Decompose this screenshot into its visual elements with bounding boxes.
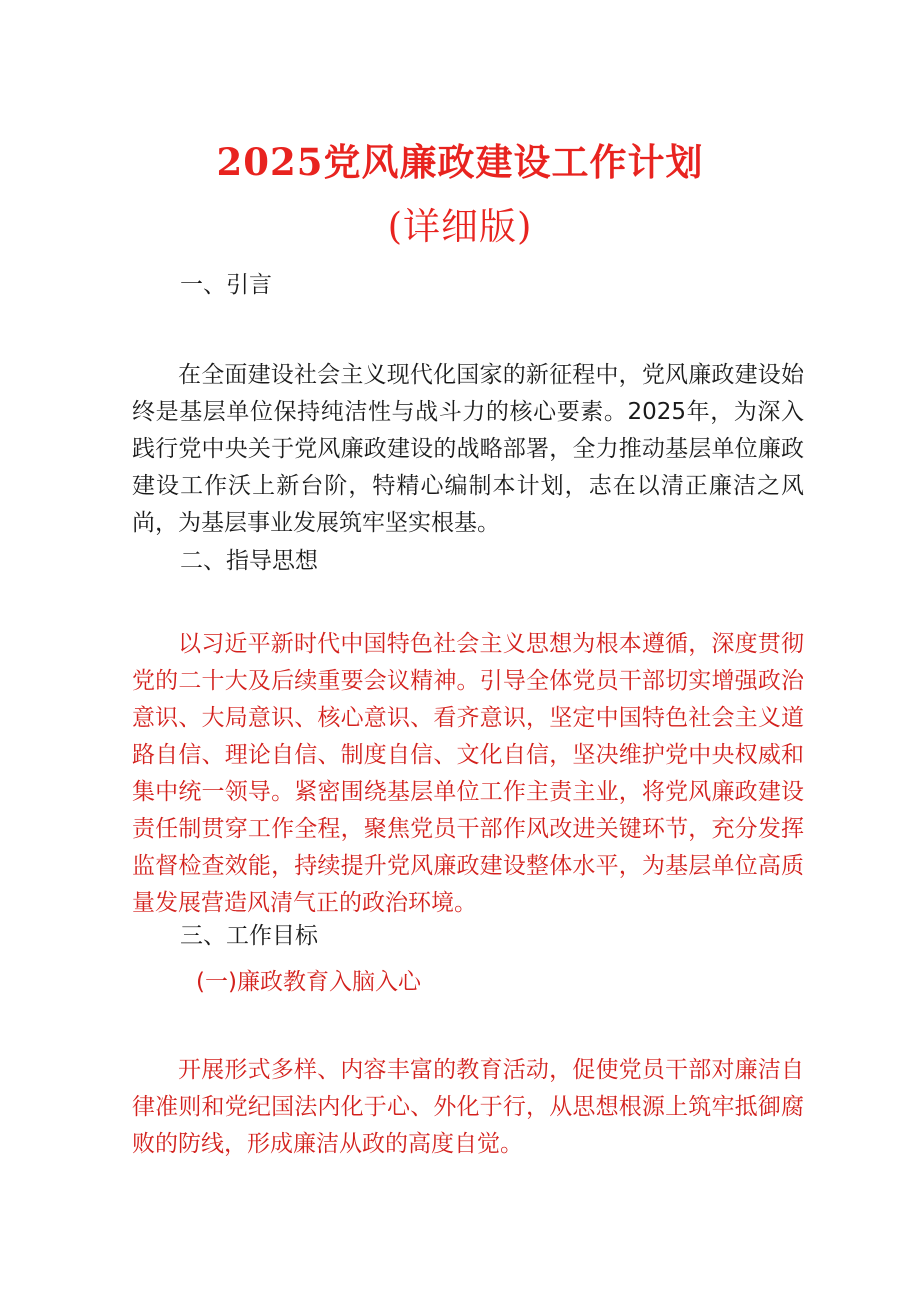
subsection-heading-education: (一)廉政教育入脑入心 [196,969,421,995]
document-subtitle: (详细版) [387,205,533,248]
section-paragraph-introduction: 在全面建设社会主义现代化国家的新征程中，党风廉政建设始终是基层单位保持纯洁性与战斗力的核心要素。2025年，为深入践行党中央关于党风廉政建设的战略部署，全力推动基层单位廉政建设工作沃上新台阶，特精心编制本计划，志在以清正廉洁之风尚，为基层事业发展筑牢坚实根基。 [132,362,804,536]
section-heading-work-goals: 三、工作目标 [180,923,318,949]
document-title: 2025党风廉政建设工作计划 [216,140,704,184]
section-heading-guiding-ideology: 二、指导思想 [180,548,318,574]
section-heading-introduction: 一、引言 [180,272,272,298]
section-paragraph-guiding-ideology: 以习近平新时代中国特色社会主义思想为根本遵循，深度贯彻党的二十大及后续重要会议精神。引导全体党员干部切实增强政治意识、大局意识、核心意识、看齐意识，坚定中国特色社会主义道路自信、理论自信、制度自信、文化自信，坚决维护党中央权威和集中统一领导。紧密围绕基层单位工作主责主业，将党风廉政建设责任制贯穿工作全程，聚焦党员干部作风改进关键环节，充分发挥监督检查效能，持续提升党风廉政建设整体水平，为基层单位高质量发展营造风清气正的政治环境。 [132,631,804,916]
subsection-paragraph-education: 开展形式多样、内容丰富的教育活动，促使党员干部对廉洁自律准则和党纪国法内化于心、外化于行，从思想根源上筑牢抵御腐败的防线，形成廉洁从政的高度自觉。 [132,1057,804,1157]
